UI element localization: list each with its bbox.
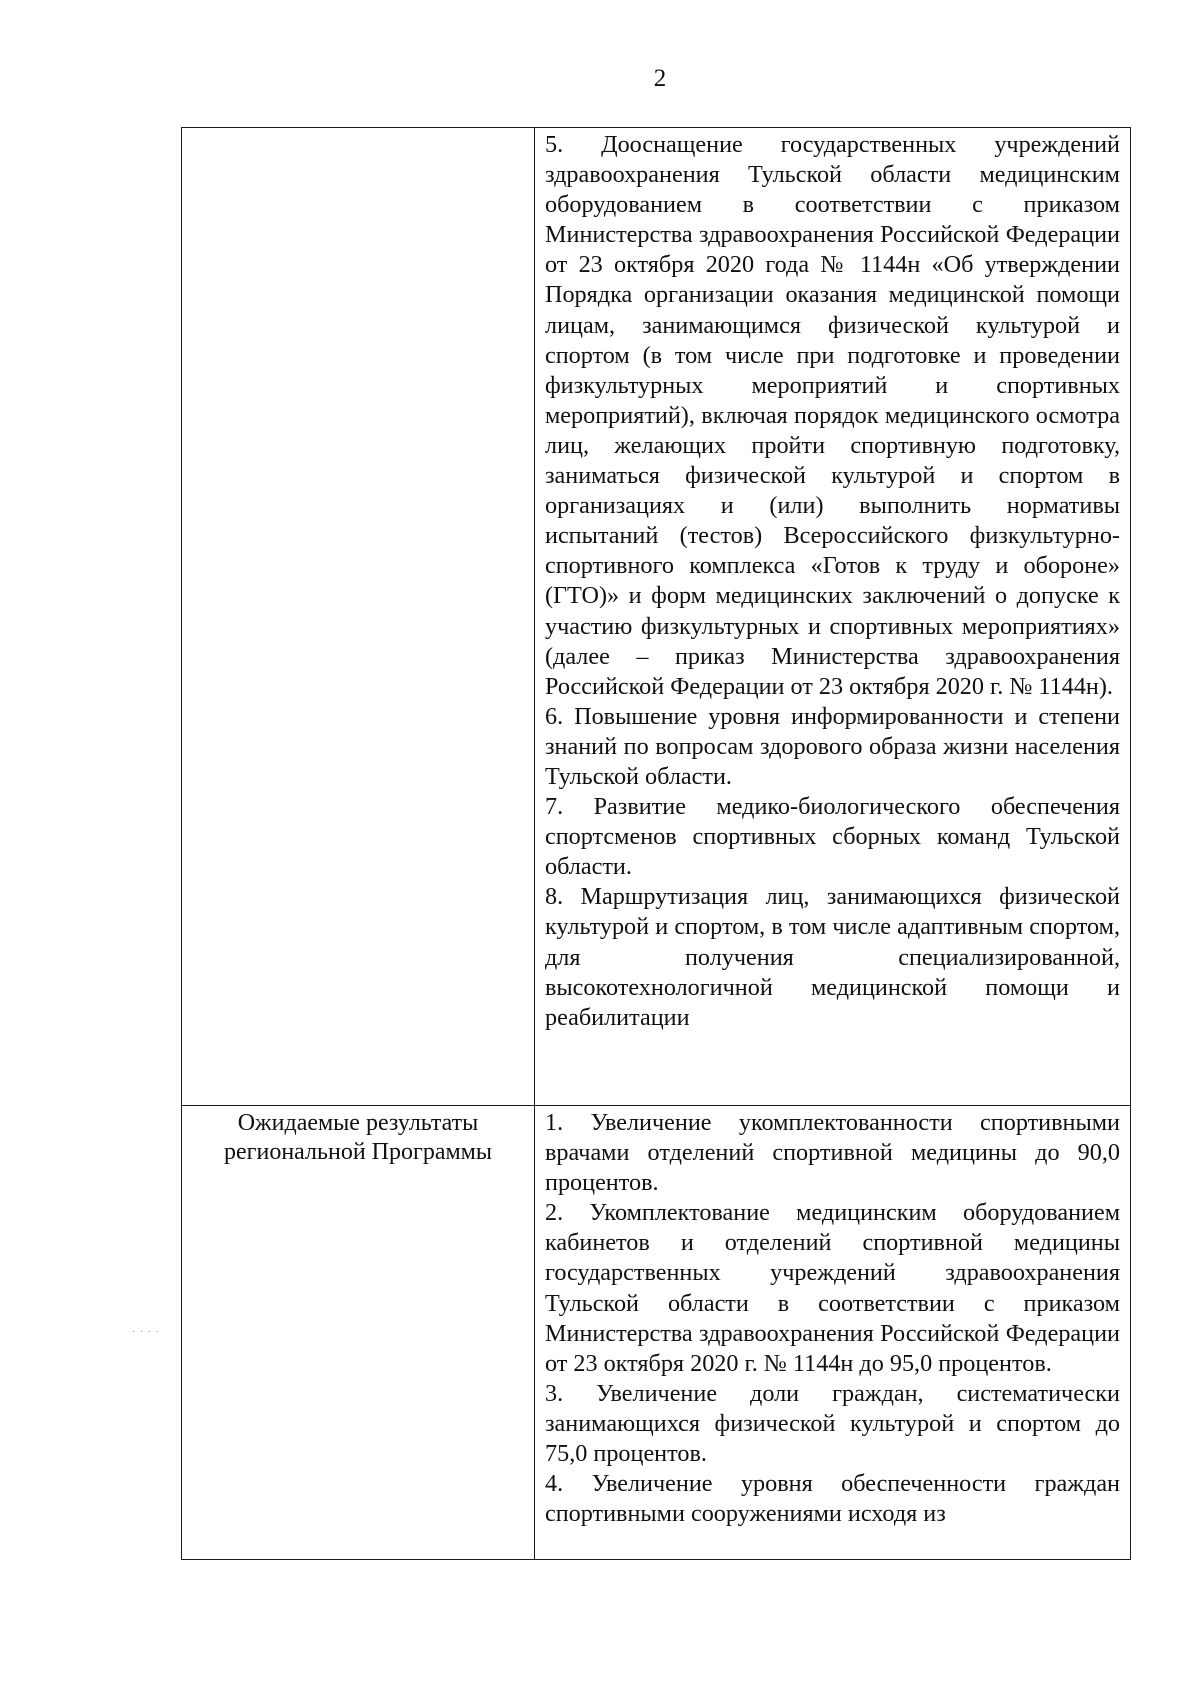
row-content-cell bbox=[535, 128, 1131, 1106]
program-passport-table bbox=[181, 127, 1131, 1560]
row-content-cell bbox=[535, 1106, 1131, 1560]
row-label-cell bbox=[182, 1106, 535, 1560]
scan-speck: · · · · bbox=[132, 1327, 160, 1338]
row-label-line: региональной Программы bbox=[224, 1139, 492, 1165]
table-row bbox=[182, 128, 1131, 1106]
paragraph-item-8: 8. Маршрутизация лиц, занимающихся физической культурой и спортом, в том числе адаптивным спортом, для получения специализированной, высокотехнологичной медицинской помощи и реабилитации bbox=[545, 883, 1120, 1031]
row-label-cell bbox=[182, 128, 535, 1106]
result-item-3: 3. Увеличение доли граждан, систематически занимающихся физической культурой и спортом до 75,0 процентов. bbox=[545, 1379, 1120, 1468]
row-label-line: Ожидаемые результаты bbox=[237, 1110, 479, 1136]
page-number: 2 bbox=[653, 65, 667, 92]
result-item-2: 2. Укомплектование медицинским оборудованием кабинетов и отделений спортивной медицины государственных учреждений здравоохранения Тульской области в соответствии с приказом Министерства здравоохранения Российской Федерации от 23 октября 2020 г. № 1144н до 95,0 процентов. bbox=[545, 1199, 1120, 1377]
table-row bbox=[182, 1106, 1131, 1560]
result-item-1: 1. Увеличение укомплектованности спортивными врачами отделений спортивной медицины до 90,0 процентов. bbox=[545, 1109, 1120, 1197]
paragraph-item-5: 5. Дооснащение государственных учреждений здравоохранения Тульской области медицинским оборудованием в соответствии с приказом Министерства здравоохранения Российской Федерации от 23 октября 2020 года № 1144н «Об утверждении Порядка организации оказания медицинской помощи лицам, занимающимся физической культурой и спортом (в том числе при подготовке и проведении физкультурных мероприятий и спортивных мероприятий), включая порядок медицинского осмотра лиц, желающих пройти спортивную подготовку, заниматься физической культурой и спортом в организациях и (или) выполнить нормативы испытаний (тестов) Всероссийского физкультурно-спортивного комплекса «Готов к труду и обороне» (ГТО)» и форм медицинских заключений о допуске к участию физкультурных и спортивных мероприятиях» (далее – приказ Министерства здравоохранения Российской Федерации от 23 октября 2020 г. № 1144н). bbox=[545, 131, 1120, 700]
result-item-4: 4. Увеличение уровня обеспеченности граждан спортивными сооружениями исходя из bbox=[545, 1470, 1120, 1528]
paragraph-item-7: 7. Развитие медико-биологического обеспечения спортсменов спортивных сборных команд Тульской области. bbox=[545, 793, 1120, 881]
paragraph-item-6: 6. Повышение уровня информированности и степени знаний по вопросам здорового образа жизни населения Тульской области. bbox=[545, 702, 1120, 790]
